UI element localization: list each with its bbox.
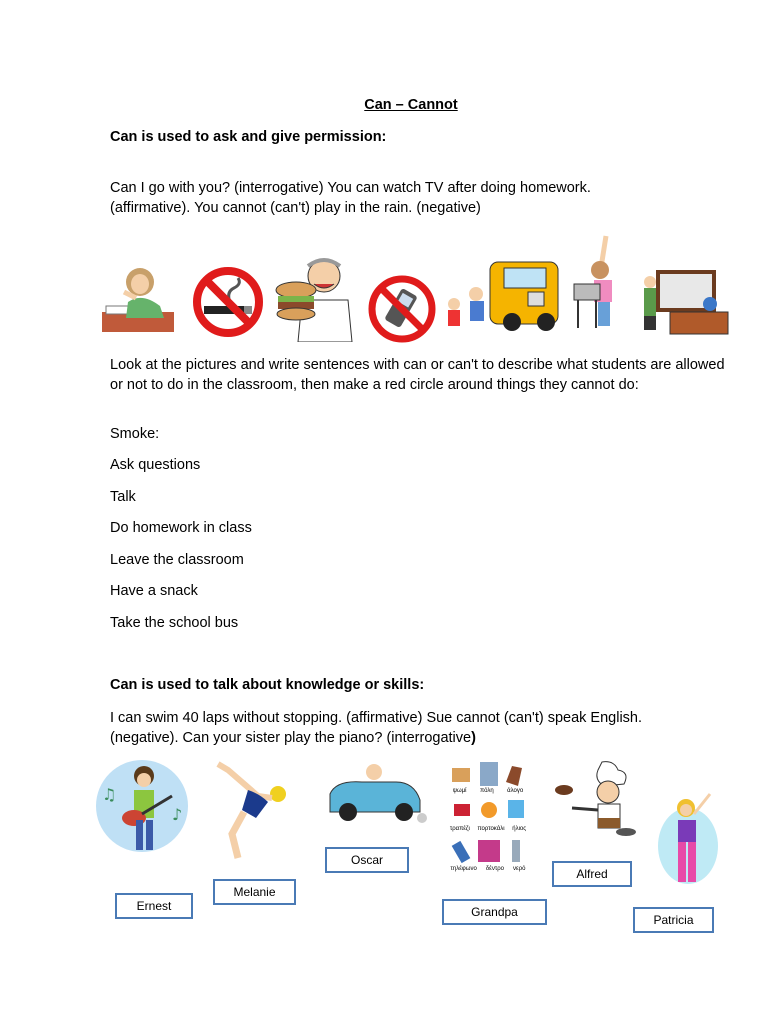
exercise-item: Ask questions bbox=[110, 457, 201, 473]
svg-text:♫: ♫ bbox=[102, 785, 117, 804]
name-label-alfred: Alfred bbox=[552, 861, 632, 887]
greek-word: νερό bbox=[513, 866, 526, 872]
man-eating-burger-picture bbox=[272, 256, 356, 342]
greek-word: άλογο bbox=[507, 788, 524, 794]
skills-example-line-1: I can swim 40 laps without stopping. (affirmative) Sue cannot (can't) speak English. bbox=[110, 710, 643, 726]
no-phones-sign-picture bbox=[366, 274, 438, 344]
greek-word: ήλιος bbox=[512, 826, 527, 832]
name-label-patricia: Patricia bbox=[633, 907, 714, 933]
permission-example-line-2: (affirmative). You cannot (can't) play in the rain. (negative) bbox=[110, 199, 481, 216]
exercise-item: Leave the classroom bbox=[110, 552, 244, 568]
exercise-item: Do homework in class bbox=[110, 520, 252, 536]
swimmer-picture bbox=[208, 760, 294, 860]
exercise-item: Smoke: bbox=[110, 426, 160, 442]
name-label-ernest: Ernest bbox=[115, 893, 193, 919]
exercise-item: Talk bbox=[110, 489, 136, 505]
permission-example-line-1: Can I go with you? (interrogative) You can watch TV after doing homework. bbox=[110, 180, 591, 196]
permission-examples bbox=[110, 179, 720, 218]
greek-word: πορτοκάλι bbox=[477, 826, 505, 832]
svg-text:♪: ♪ bbox=[172, 805, 183, 824]
greek-word: τραπέζι bbox=[449, 826, 470, 832]
exercise-instructions: Look at the pictures and write sentences with can or can't to describe what students are allowed or not to do in the classroom, then make a red circle around things they cannot do: bbox=[110, 357, 725, 393]
name-label-grandpa: Grandpa bbox=[442, 899, 547, 925]
tired-student-picture bbox=[102, 262, 174, 334]
teacher-blackboard-picture bbox=[640, 270, 730, 338]
exercise-item: Take the school bus bbox=[110, 615, 239, 631]
greek-word: ψωμί bbox=[452, 788, 467, 794]
no-smoking-sign-picture bbox=[190, 266, 266, 338]
name-label-melanie: Melanie bbox=[213, 879, 296, 905]
greek-word: πόλη bbox=[479, 788, 494, 794]
guitarist-picture bbox=[92, 760, 192, 856]
page-title: Can – Cannot bbox=[364, 97, 458, 113]
chef-picture bbox=[552, 760, 636, 844]
name-label-oscar: Oscar bbox=[325, 847, 409, 873]
car-driver-picture bbox=[322, 760, 430, 826]
skills-example-close: ) bbox=[471, 729, 476, 746]
skills-examples bbox=[110, 709, 730, 748]
student-raising-hand-picture bbox=[570, 230, 638, 330]
greek-word: τηλέφωνο bbox=[450, 866, 477, 872]
exercise-item: Have a snack bbox=[110, 583, 198, 599]
greek-words-row-1 bbox=[446, 788, 530, 794]
greek-words-row-3 bbox=[446, 866, 530, 872]
school-bus-picture bbox=[440, 258, 560, 334]
greek-vocabulary-picture bbox=[446, 760, 530, 878]
greek-word: δέντρο bbox=[485, 866, 504, 872]
section-heading-skills: Can is used to talk about knowledge or skills: bbox=[110, 677, 425, 693]
skills-example-line-2: (negative). Can your sister play the piano? (interrogative bbox=[110, 729, 472, 746]
singer-picture bbox=[656, 790, 722, 890]
section-heading-permission: Can is used to ask and give permission: bbox=[110, 129, 387, 145]
greek-words-row-2 bbox=[446, 826, 530, 832]
